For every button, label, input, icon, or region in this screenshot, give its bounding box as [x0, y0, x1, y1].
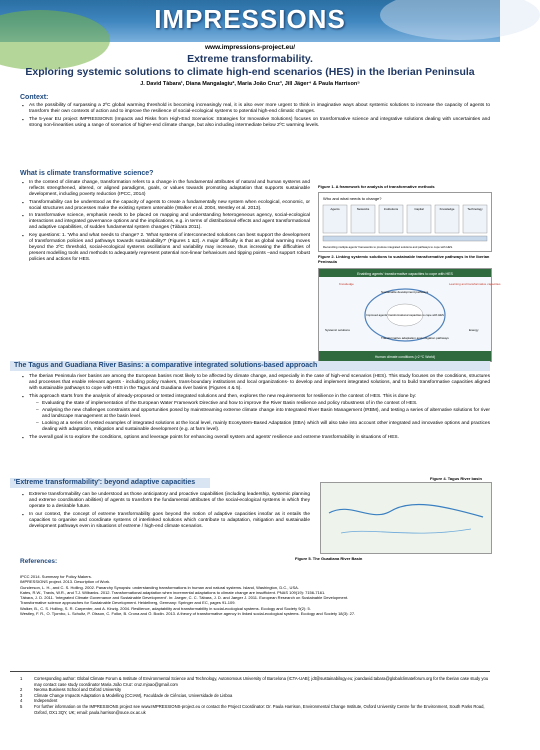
figure1-col-label: Capital — [414, 207, 424, 211]
tagus-bullet: ▪ The overall goal is to explore the conditions, options and leverage points for enhancing overall system and agents' resilience and extreme transformability in situations of HES. — [29, 435, 490, 441]
figure2-node: Sustainable development pathways — [381, 290, 429, 294]
figure1-bar — [323, 236, 487, 241]
extreme-bullet: ▪ Extreme transformability can be understood as those anticipatory and proactive capabilities (including leadership, systemic planning and extreme coordination abilities) of agents to transform the fundamental attributes of the social-ecological systems in which they operate to a desirable future. — [29, 492, 310, 510]
reference-item: Transformative science approaches for Sustainable Development. Heidelberg, Germany: Springer and EC, pages 91-109. — [20, 600, 236, 606]
footnote: 3 Climate Change Impacts Adaptation & Modelling (CCIAM), Faculdade de Ciências, Universidade de Lisboa — [20, 692, 233, 698]
figure1-columns — [323, 205, 487, 233]
footnotes — [20, 676, 490, 715]
figure5-caption: Figure 5. The Guadiana River Basin — [295, 556, 363, 561]
figure4-map-drawing — [321, 483, 491, 553]
tagus-heading: The Tagus and Guadiana River Basins: a comparative integrated solutions-based approach — [10, 361, 490, 371]
figure4-caption: Figure 4. Tagus River basin — [430, 476, 482, 481]
figure1-col-label: Institutions — [383, 207, 399, 211]
project-banner — [0, 0, 500, 42]
context-bullet: ▪ The 5-year EU project IMPRESSIONS (Impacts and Risks from High-End Scenarios: Strategies for Innovative Solutions) focuses on transformative science and integrative solutions dealing with uncertainties and strong non-linearities using a range of scenarios of higher-end climate change, but also including intermediate below 2ºC warming levels. — [29, 117, 490, 129]
figure1-note: Reconciling multiple agents' frameworks to produce integrated solutions and pathways to cope with HES. — [323, 245, 453, 249]
what-is-bullet: ▪ In transformative science, emphasis needs to be placed on mapping and understanding heterogeneous agency, social-ecological interactions and integrated governance options and the implications, e.g. in terms of distributional effects and agent transformational and adaptive capabilities, of sudden fundamental system changes (Tàbara 2011). — [29, 213, 310, 231]
figure4-map — [320, 482, 492, 554]
what-is-heading: What is climate transformative science? — [20, 170, 154, 177]
references-list — [20, 574, 490, 616]
extreme-bullet: ▪ In our context, the concept of extreme transformability goes beyond the notion of adaptive capacities insofar as it entails the capacities to organise and coordinate systems of interlinked solutions which contribute to adaptation, mitigation and sustainable development pathways even in situations of extreme / high-end climate scenarios. — [29, 512, 310, 530]
extreme-heading: 'Extreme transformability': beyond adaptive capacities — [10, 478, 210, 488]
extreme-section — [20, 492, 310, 531]
figure1-diagram — [319, 193, 491, 251]
what-is-bullet: ▪ Key questions: 1. 'Who and what needs to change? 2. 'What systems of interconnected solutions can best support the development of transformation policies and pathways towards sustainability?' (Figures 1 &2). A major difficulty is that as global warming moves beyond the 2ºC threshold, social-ecological systems oscillations and variability may increase, thus increasing the difficulties of present modelling tools and methods to adequately represent potential non-linear behaviours and tipping points –and support robust policies and actions for HES. — [29, 233, 310, 263]
poster-title-line2: Exploring systemic solutions to climate high-end scenarios (HES) in the Iberian Peninsula — [25, 66, 475, 78]
tagus-sub-bullet: – Looking at a series of nested examples of integrated solutions at the local level, mainly Ecosystem-Based Adaptation (EBA) which will also take into account other integrated and innovative options and practices dealing with adaptation, mitigation and sustainable development (e.g. at farm level). — [42, 421, 490, 433]
reference-item: Tàbara, J. D. 2011. 'Integrated Climate Governance and Sustainable Development'. In: Jaeger, C. C. Tàbara, J. D. and Jaeger J. 2011. European Research on Sustainable Development. — [20, 595, 349, 601]
project-logo-text: IMPRESSIONS — [154, 4, 346, 34]
figure2-node: Systemic solutions — [325, 328, 350, 332]
authors: J. David Tàbara¹, Diana Mangalagiu², Maria João Cruz³, Jill Jäger⁴ & Paula Harrison⁵ — [140, 81, 360, 87]
figure1 — [318, 192, 492, 252]
figure2-node: Transformative adaptation and mitigation pathways — [381, 336, 449, 340]
what-is-bullet: ▪ Transformability can be understood as the capacity of agents to create a fundamentally new system when ecological, economic, or social structures and processes make the existing system untenable (Walker et al. 2004, Westley et al. 2013). — [29, 200, 310, 212]
figure2-node: Learning and transformative capacities — [449, 282, 501, 286]
footnote: 4 Independent — [20, 698, 58, 704]
figure1-col-label: Knowledge — [439, 207, 455, 211]
reference-item: Westley, F. R., O. Tjornbo, L. Schultz, P. Olsson, C. Folke, B. Crona and Ö. Bodin. 2013. A theory of transformative agency in linked social-ecological systems. Ecology and Society 18(3): 27. — [20, 611, 356, 617]
figure1-col-label: Agents — [330, 207, 340, 211]
project-url[interactable]: www.impressions-project.eu/ — [204, 44, 296, 51]
figure1-top-text: Who and what needs to change? — [323, 196, 382, 201]
reference-item: Gunderson, L. H., and C. S. Holling. 2002. Panarchy Synopsis: understanding transformations in human and natural systems. Island, Washington, D.C., USA. — [20, 584, 299, 590]
figure2-diagram — [319, 269, 501, 361]
figure2 — [318, 268, 501, 362]
reference-item: Walker, B., C. S. Holling, S. R. Carpenter, and A. Kinzig. 2004. Resilience, adaptability and transformability in social-ecological systems. Ecology and Society 9(2): 5. — [20, 605, 311, 611]
context-heading: Context: — [20, 94, 49, 101]
reference-item: IPCC 2014. Summary for Policy Makers. — [20, 574, 92, 579]
what-is-bullet: ▪ In the context of climate change, transformation refers to a change in the fundamental attributes of natural and human systems and reflects strengthened, altered, or aligned paradigms, goals, or values towards promoting adaptation that supports sustainable development, including poverty reduction (IPCC, 2014) — [29, 180, 310, 198]
figure2-node: Energy — [469, 328, 479, 332]
footnote: 2 Neoma Business School and Oxford University — [20, 687, 122, 693]
figure2-bottom-text: Human climate conditions (>2 ºC World) — [374, 355, 436, 359]
context-section — [20, 103, 490, 130]
figure1-caption: Figure 1. A framework for analysis of transformative methods — [318, 184, 435, 189]
tagus-sub-bullet: – Evaluating the state of implementation of the European Water Framework Directive and how to improve the River Basin resilience and policy robustness of in the context of HES. — [42, 401, 490, 407]
figure1-col-label: Technology — [467, 207, 483, 211]
footnote: 1 Corresponding author: Global Climate Forum & Institute of Environmental Science and Technology, Autonomous University of Barcelona (ICTA-UAB); jdt@sustainabilogy.eu; joandavid.tabara@globalclimateforum.org for the Iberian case study you may contact case study coordinator Maria João Cruz: cruz.mjoao@gmail.com — [20, 676, 489, 687]
poster-title-line1: Extreme transformability. — [187, 53, 313, 65]
context-bullet: ▪ As the possibility of surpassing a 2ºC global warming threshold is becoming increasingly real, it is also ever more urgent to think in imaginative ways about systemic solutions to increase the capacity of agents to transform their own contexts of action and to improve the resilience of social-ecological systems to potential high-end climatic changes. — [29, 103, 490, 115]
figure2-banner-text: Enabling agents' transformative capacities to cope with HES — [357, 272, 453, 276]
tagus-bullet: ▪ The Iberian Peninsula river basins are among the European basins most likely to be affected by climate change, and especially in the case of high-end scenarios (HES). This study focuses on the conditions, structures and processes that enable relevant agents - including policy makers, trans-boundary institutions and local organizations- to develop and implement integrated solutions, and to build transformative capacities aligned with sustainable pathways to cope with HES in the Tagus and Guadiana river basins (Figures 4 & 5). — [29, 374, 490, 392]
tagus-bullet: ▪ This approach starts from the analysis of already-proposed or tested integrated solutions and then, explores the new requirements for resilience in the context of HES. This is done by: — [29, 394, 490, 400]
what-is-section — [20, 180, 310, 264]
tagus-sub-bullet: – Analysing the new challenges constraints and opportunities posed by mainstreaming extreme climate change into Integrated River Basin Management (IRBM), and testing a series of alternative solutions for river and landscape management at the basin level. — [42, 408, 490, 420]
footnote: 5 For further information on the IMPRESSIONS project see www.IMPRESSIONS-project.eu or contact the Project Coordinator: Dr. Paula Harrison, Environmental Change Institute, Oxford University Centre for the Environment, South Parks Road, Oxford, OX1 3QY, UK; email: paula.harrison@ouce.ox.ac.uk — [20, 703, 485, 715]
figure2-caption: Figure 2. Linking systemic solutions to sustainable transformative pathways in the Iberian Peninsula — [318, 254, 490, 264]
divider — [10, 671, 490, 672]
reference-item: Kates, R.W., Travis, W.R., and T.J. Wilbanks. 2012. Transformational adaptation when incremental adaptations to climate change are insufficient. PNAS 109(19): 7156-7161. — [20, 589, 326, 595]
figure1-col-label: Networks — [356, 207, 370, 211]
reference-item: IMPRESSIONS project. 2013. Description of Work. — [20, 579, 111, 585]
figure2-node: Knowledge — [339, 282, 354, 286]
figure2-center-text: Improved agents' transformational capacities to cope with HES — [366, 313, 444, 317]
references-heading: References: — [20, 558, 58, 565]
tagus-section — [20, 374, 490, 442]
